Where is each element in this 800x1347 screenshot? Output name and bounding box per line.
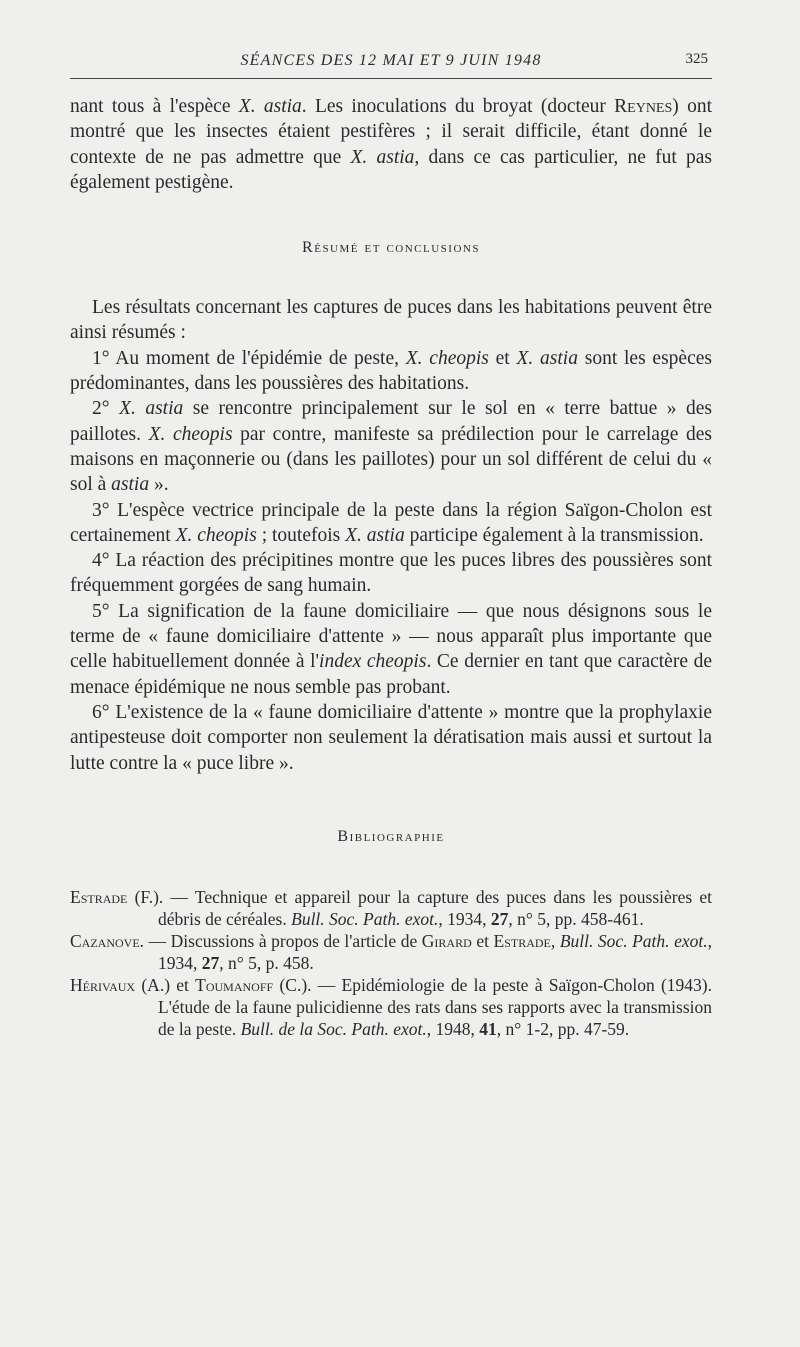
bibliography-entry [70,930,712,974]
species-name: X. astia [345,524,405,546]
species-name: X. cheopis [148,423,233,445]
species-name: astia [111,474,150,496]
conclusions-intro: Les résultats concernant les captures de puces dans les habitations peuvent être ainsi résumés : [70,297,712,344]
text-run: Au moment de l'épidémie de peste, [109,347,406,369]
conclusion-point-6 [70,700,712,776]
text-run: et [488,347,517,369]
volume-number: 41 [479,1018,497,1039]
section-heading-resume: Résumé et conclusions [302,239,480,257]
point-number: 5° [92,600,110,622]
species-name: X. cheopis [175,524,257,546]
page-number: 325 [685,51,708,67]
text-run: . Ce dernier en tant que caractère de menace épidémique ne nous semble pas probant. [70,651,713,698]
text-run: (F.). — Technique et appareil pour la capture des puces dans les poussières et débris de céréales. [127,886,712,929]
author-name: Cazanove [70,930,140,951]
text-run: , n° 1-2, pp. 47-59. [496,1018,630,1039]
author-name: Estrade [70,886,128,907]
journal-title: Bull. Soc. Path. exot. [291,908,439,929]
species-name: X. astia [516,347,578,369]
text-run: (C.). — Epidémiologie de la peste à Saïgon-Cholon (1943). L'étude de la faune pulicidienne des rats dans ses rapports avec la transmission de la peste. [158,974,712,1039]
text-run: La réaction des précipitines montre que les puces libres des poussières sont fréquemment gorgées de sang humain. [70,550,712,597]
species-name: index cheopis [319,651,427,673]
text-run: , [550,930,560,951]
author-name: Hérivaux [70,974,136,995]
text-run: nant tous à l'espèce [70,96,239,117]
text-run: se rencontre principalement sur le sol en « terre battue » des paillotes. [70,398,712,445]
text-run: participe également à la transmission. [404,524,704,546]
text-run: , n° 5, p. 458. [219,952,314,973]
conclusion-point-2 [70,396,712,497]
volume-number: 27 [201,952,220,973]
text-run: ; toutefois [256,524,346,546]
conclusion-point-5 [70,599,712,700]
author-name: Toumanoff [195,974,274,995]
conclusion-point-1 [70,346,712,397]
text-run: ». [149,474,169,496]
page-body [70,94,712,1040]
author-name: Reynes [614,96,673,117]
point-number: 4° [92,550,110,572]
text-run: (A.) et [135,974,196,995]
text-run: L'existence de la « faune domiciliaire d'attente » montre que la prophylaxie antipesteuse doit comporter non seulement la dératisation mais aussi et surtout la lutte contre la « puce libre ». [70,701,712,774]
text-run: L'espèce vectrice principale de la peste dans la région Saïgon-Cholon est certainement [70,499,712,546]
volume-number: 27 [490,908,509,929]
bibliography-entry [70,974,712,1040]
point-number: 6° [92,701,110,723]
text-run: sont les espèces prédominantes, dans les poussières des habitations. [70,347,712,395]
text-run: et [471,930,494,951]
text-run: , 1934, [158,930,712,973]
author-name: Estrade [493,930,551,951]
conclusion-point-4 [70,548,712,599]
point-number: 2° [92,398,110,420]
species-name: X. cheopis [405,347,489,369]
journal-title: Bull. de la Soc. Path. exot. [240,1018,427,1039]
text-run: ) ont montré que les insectes étaient pestifères ; il serait difficile, étant donné le contexte de ne pas admettre que [70,96,712,168]
text-run: . — Discussions à propos de l'article de [139,930,422,951]
text-run: , dans ce cas particulier, ne fut pas également pestigène. [70,146,712,193]
journal-title: Bull. Soc. Path. exot. [559,930,708,951]
point-number: 3° [92,499,110,521]
page-header [70,48,712,79]
species-name: X. astia [238,96,302,117]
section-heading-bibliography: Bibliographie [337,827,445,845]
author-name: Girard [421,930,472,951]
running-head: SÉANCES DES 12 MAI ET 9 JUIN 1948 [240,52,542,69]
text-run: La signification de la faune domiciliaire — que nous désignons sous le terme de « faune domiciliaire d'attente » — nous apparaît plus importante que celle habituellement donnée à l' [70,600,712,673]
text-run: , n° 5, pp. 458-461. [508,908,644,929]
text-run: par contre, manifeste sa prédilection pour le carrelage des maisons en maçonnerie ou (dans les paillotes) pour un sol différent de celui du « sol à [70,423,712,496]
point-number: 1° [92,347,110,369]
conclusion-point-3 [70,498,712,549]
species-name: X. astia [350,146,415,168]
species-name: X. astia [119,398,184,420]
bibliography-entry [70,886,712,930]
intro-paragraph [70,94,712,195]
text-run: , 1948, [426,1018,480,1039]
text-run: . Les inoculations du broyat (docteur [301,96,615,117]
text-run: , 1934, [438,908,491,929]
